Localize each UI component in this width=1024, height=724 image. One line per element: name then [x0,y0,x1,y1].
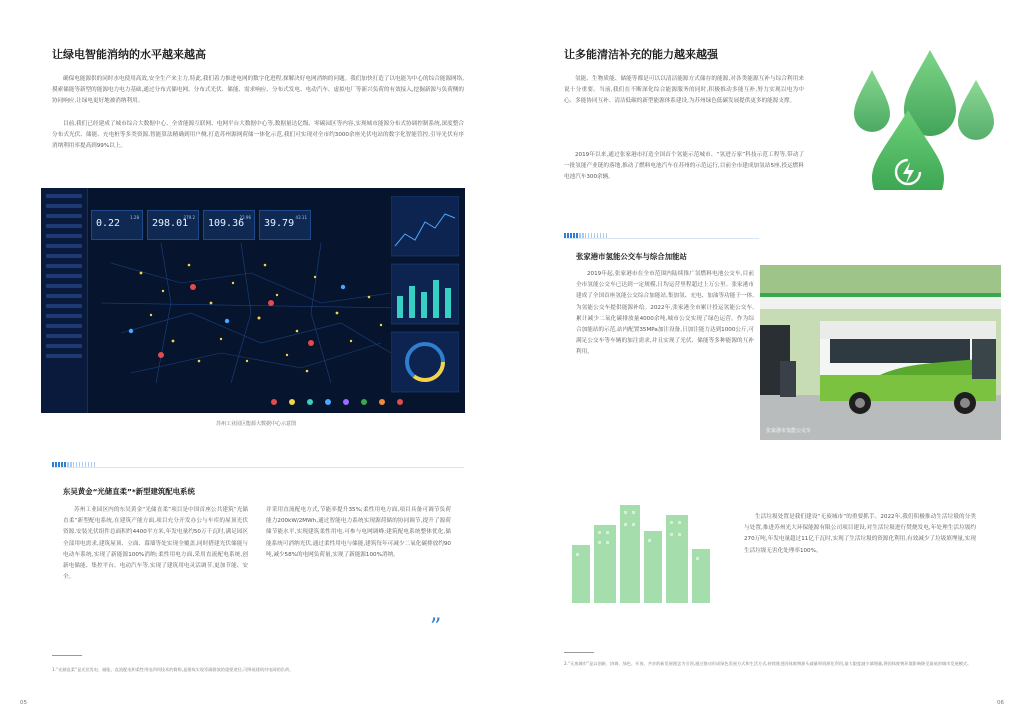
kpi-card [259,210,311,240]
hydrogen-bus-photo [760,265,1001,440]
green-city-illustration [568,495,714,603]
divider-line [564,238,759,239]
photo-caption: 张家港市氢能公交车 [766,428,812,434]
body-paragraph: 氢能、生物质能、储能等都是可以以清洁能源方式储存的能源,对各类能源互补与综合利用来说十分重要。当前,我们在不断深化综合能源服务的同时,积极推动多能互补,努力实现以电为中心、多能协同互补、清洁低碳的新型能源体系建设,为苏州绿色低碳发展提供更多的能源支撑。 [564,76,804,105]
divider-line [52,467,464,468]
kpi-secondary-value: 43.11 [295,215,307,220]
footnote: 2.“无废城市”是以创新、协调、绿色、开放、共享的新发展理念为引领,通过推动形成绿色发展方式和生活方式,持续推进固体废物源头减量和资源化利用,最大限度减少填埋量,将固体废物环境影响降至最低的城市发展模式。 [564,661,972,666]
kpi-card [91,210,143,240]
section-heading: 让绿电智能消纳的水平越来越高 [52,48,206,61]
footnote-rule [52,655,82,656]
case-subheading: 东吴黄金“光储直柔”*新型建筑配电系统 [63,487,195,496]
body-paragraph: 2019年以来,通过张家港市打造全国首个氢能示范城市、“氢进万家”科技示范工程等,带动了一批氢能产业链的落地,推动了燃料电池汽车在苏州的示范运行,目前全市建成加氢站5座,投运燃料电池汽车300余辆。 [564,152,804,181]
kpi-card [203,210,255,240]
dashboard-right-panel [391,196,459,396]
case-column-2: 并采用直流配电方式,节能率提升35%;柔性用电方面,项目具备可调节负荷能力200kW/2MWh,通过智能电力系统实现源荷储的协同调节,提升了源荷储节能水平,实现建筑柔性用电,可参与电网调峰;建筑配电系统整体优化,储能系统可消纳光伏,通过柔性用电与储能,建筑每年可减少二氧化碳排放约90吨,减少58%的电网负荷量,实现了新能源100%消纳。 [266,507,451,558]
section-heading: 让多能清洁补充的能力越来越强 [564,48,718,61]
kpi-value: 0.22 [96,218,121,229]
footnote: 1.“光储直柔”是光伏发电、储能、直流配电和柔性用电四项技术的简称,是建筑实现零碳排放的重要途径,可降低建筑对电网的负荷。 [52,667,294,672]
bus-illustration [760,265,1001,440]
green-drops-illustration [844,40,1014,190]
dashboard-map [101,243,401,383]
footnote-rule [564,652,594,653]
kpi-value: 39.79 [264,218,295,229]
kpi-secondary-value: 22.96 [239,215,251,220]
kpi-value: 298.01 [152,218,189,229]
body-paragraph: 确保电能源供的同时水电使用高效,安全生产来主力,特此,我们着力推进电网的数字化进程,探解决好电网消纳的问题。我们加快打造了以电能为中心的综合能源网络,摸索储能等新型的能源电力电力基础,通过分布式储电网、分布式光伏、储能、需求响应、分布式发电、电动汽车、虚拟电厂等新兴负荷的有效接入,挖掘新源与负荷侧的协同响应,让绿电更好地被消纳利用。 [52,76,464,105]
page-number: 05 [20,700,27,706]
kpi-secondary-value: 1.28 [130,215,139,220]
case-subheading: 张家港市氢能公交车与综合加能站 [576,252,687,261]
kpi-value: 109.36 [208,218,245,229]
body-paragraph: 目前,我们已经建成了城市综合大数据中心、全省能源互联网、电网平台大数据中心等,数据量达亿级、零碳园区等内容,实现城市能源分布式协调控制系统,深度整合分布式光伏、储能、充电桩等多类资源,智能算法精确到用户侧,打造苏州源网荷储一体化示范,我们可实现对全市约3000余座光伏电站的数字化智能管控,引导光伏有序消纳利用率提高到99%以上。 [52,121,464,150]
quote-mark-icon: ” [430,615,442,640]
energy-dashboard-image [41,188,465,413]
dashboard-legend [271,399,403,405]
waste-paragraph: 生活垃圾处置是我们建设“无废城市”的重要抓手。2022年,我们积极推动生活垃圾的分类与处置,推进苏州光大环保能源有限公司项目建设,对生活垃圾进行焚烧发电,年处理生活垃圾约270万吨,年发电量超过11亿千瓦时,实现了生活垃圾的资源化利用,有效减少了垃圾填埋量,实现生活垃圾无害化处理率100%。 [744,514,976,554]
case-column-1: 苏州工业园区内的东吴黄金“光储直柔”项目是中国首座公共建筑“光储直柔”新型配电系统,在建筑产能方面,项目充分开发办公与车库的屋顶光伏资源,安装光伏组件总面积约4400平方米,年发电量约50万千瓦时,满足园区全部用电需求,建筑屋顶、立面、幕墙等处实现全覆盖,同时搭建光伏储能与电动车系统,实现了新能源100%消纳;柔性用电方面,采用直流配电系统,创新电储能、集控平台、电动汽车等,实现了建筑用电灵活调节,更加节能、安全。 [63,507,248,581]
case-text: 2019年起,张家港市在全市范围内陆续推广氢燃料电池公交车,目前全市氢能公交车已达到一定规模,日均运营里程超过上万公里。张家港市建成了全国首座氢能公交综合加能站,集加氢、充电、加油等功能于一体,为氢能公交车提供能源补给。2022年,张家港全市累计投运氢能公交车,累计减少二氧化碳排放量4000余吨,城市公交实现了绿色运营。作为综合加能站的示范,站内配置35MPa加注设备,日加注能力达到1000公斤,可满足公交车等车辆的加注需求,并且实现了光伏、储能等多种能源的互补利用。 [576,271,754,356]
kpi-secondary-value: 279.2 [183,215,195,220]
kpi-card [147,210,199,240]
page-number: 06 [997,700,1004,706]
dashboard-sidebar [41,188,88,413]
image-caption: 苏州工业园区能源大数据中心示意图 [215,421,296,427]
dashboard-kpi-row [91,210,311,240]
